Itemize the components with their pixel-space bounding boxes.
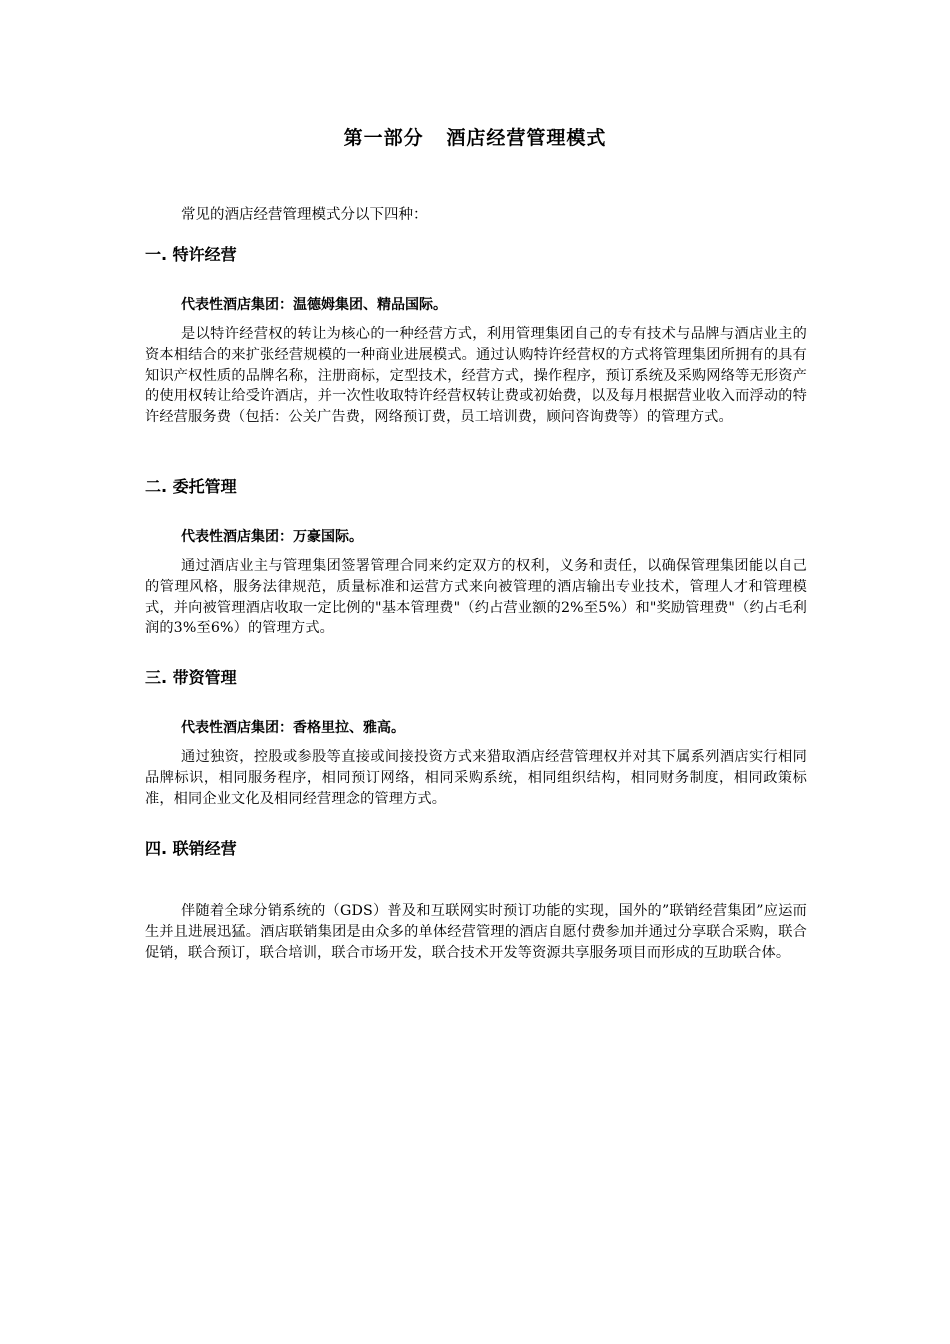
section-heading: 一. 特许经营 (145, 245, 237, 264)
representative-groups: 代表性酒店集团：万豪国际。 (181, 529, 363, 545)
representative-groups: 代表性酒店集团：温德姆集团、精品国际。 (181, 297, 447, 313)
section-franchise (145, 243, 815, 428)
section-affiliated-operation (145, 837, 815, 963)
section-capital-management (145, 666, 815, 809)
section-heading: 二. 委托管理 (145, 477, 237, 496)
section-body: 通过酒店业主与管理集团签署管理合同来约定双方的权利，义务和责任，以确保管理集团能以自己的管理风格，服务法律规范，质量标准和运营方式来向被管理的酒店输出专业技术，管理人才和管理模式，并向被管理酒店收取一定比例的"基本管理费"（约占营业额的2%至5%）和"奖励管理费"（约占毛利润的3%至6%）的管理方式。 (145, 558, 807, 637)
intro-paragraph: 常见的酒店经营管理模式分以下四种： (181, 207, 428, 223)
page-title: 第一部分 酒店经营管理模式 (343, 127, 607, 149)
section-body: 通过独资，控股或参股等直接或间接投资方式来猎取酒店经营管理权并对其下属系列酒店实行相同品牌标识，相同服务程序，相同预订网络，相同采购系统，相同组织结构，相同财务制度，相同政策标准，相同企业文化及相同经营理念的管理方式。 (145, 749, 807, 807)
section-body: 伴随着全球分销系统的（GDS）普及和互联网实时预订功能的实现，国外的”联销经营集团”应运而生并且进展迅猛。酒店联销集团是由众多的单体经营管理的酒店自愿付费参加并通过分享联合采购，联合促销，联合预订，联合培训，联合市场开发，联合技术开发等资源共享服务项目而形成的互助联合体。 (145, 903, 807, 961)
section-body: 是以特许经营权的转让为核心的一种经营方式，利用管理集团自己的专有技术与品牌与酒店业主的资本相结合的来扩张经营规模的一种商业进展模式。通过认购特许经营权的方式将管理集团所拥有的具有知识产权性质的品牌名称，注册商标，定型技术，经营方式，操作程序，预订系统及采购网络等无形资产的使用权转让给受许酒店，并一次性收取特许经营权转让费或初始费，以及每月根据营业收入而浮动的特许经营服务费（包括：公关广告费，网络预订费，员工培训费，顾问咨询费等）的管理方式。 (145, 326, 807, 426)
representative-groups: 代表性酒店集团：香格里拉、雅高。 (181, 720, 405, 736)
section-heading: 三. 带资管理 (145, 668, 237, 687)
section-entrusted-management (145, 475, 815, 639)
section-heading: 四. 联销经营 (145, 839, 237, 858)
